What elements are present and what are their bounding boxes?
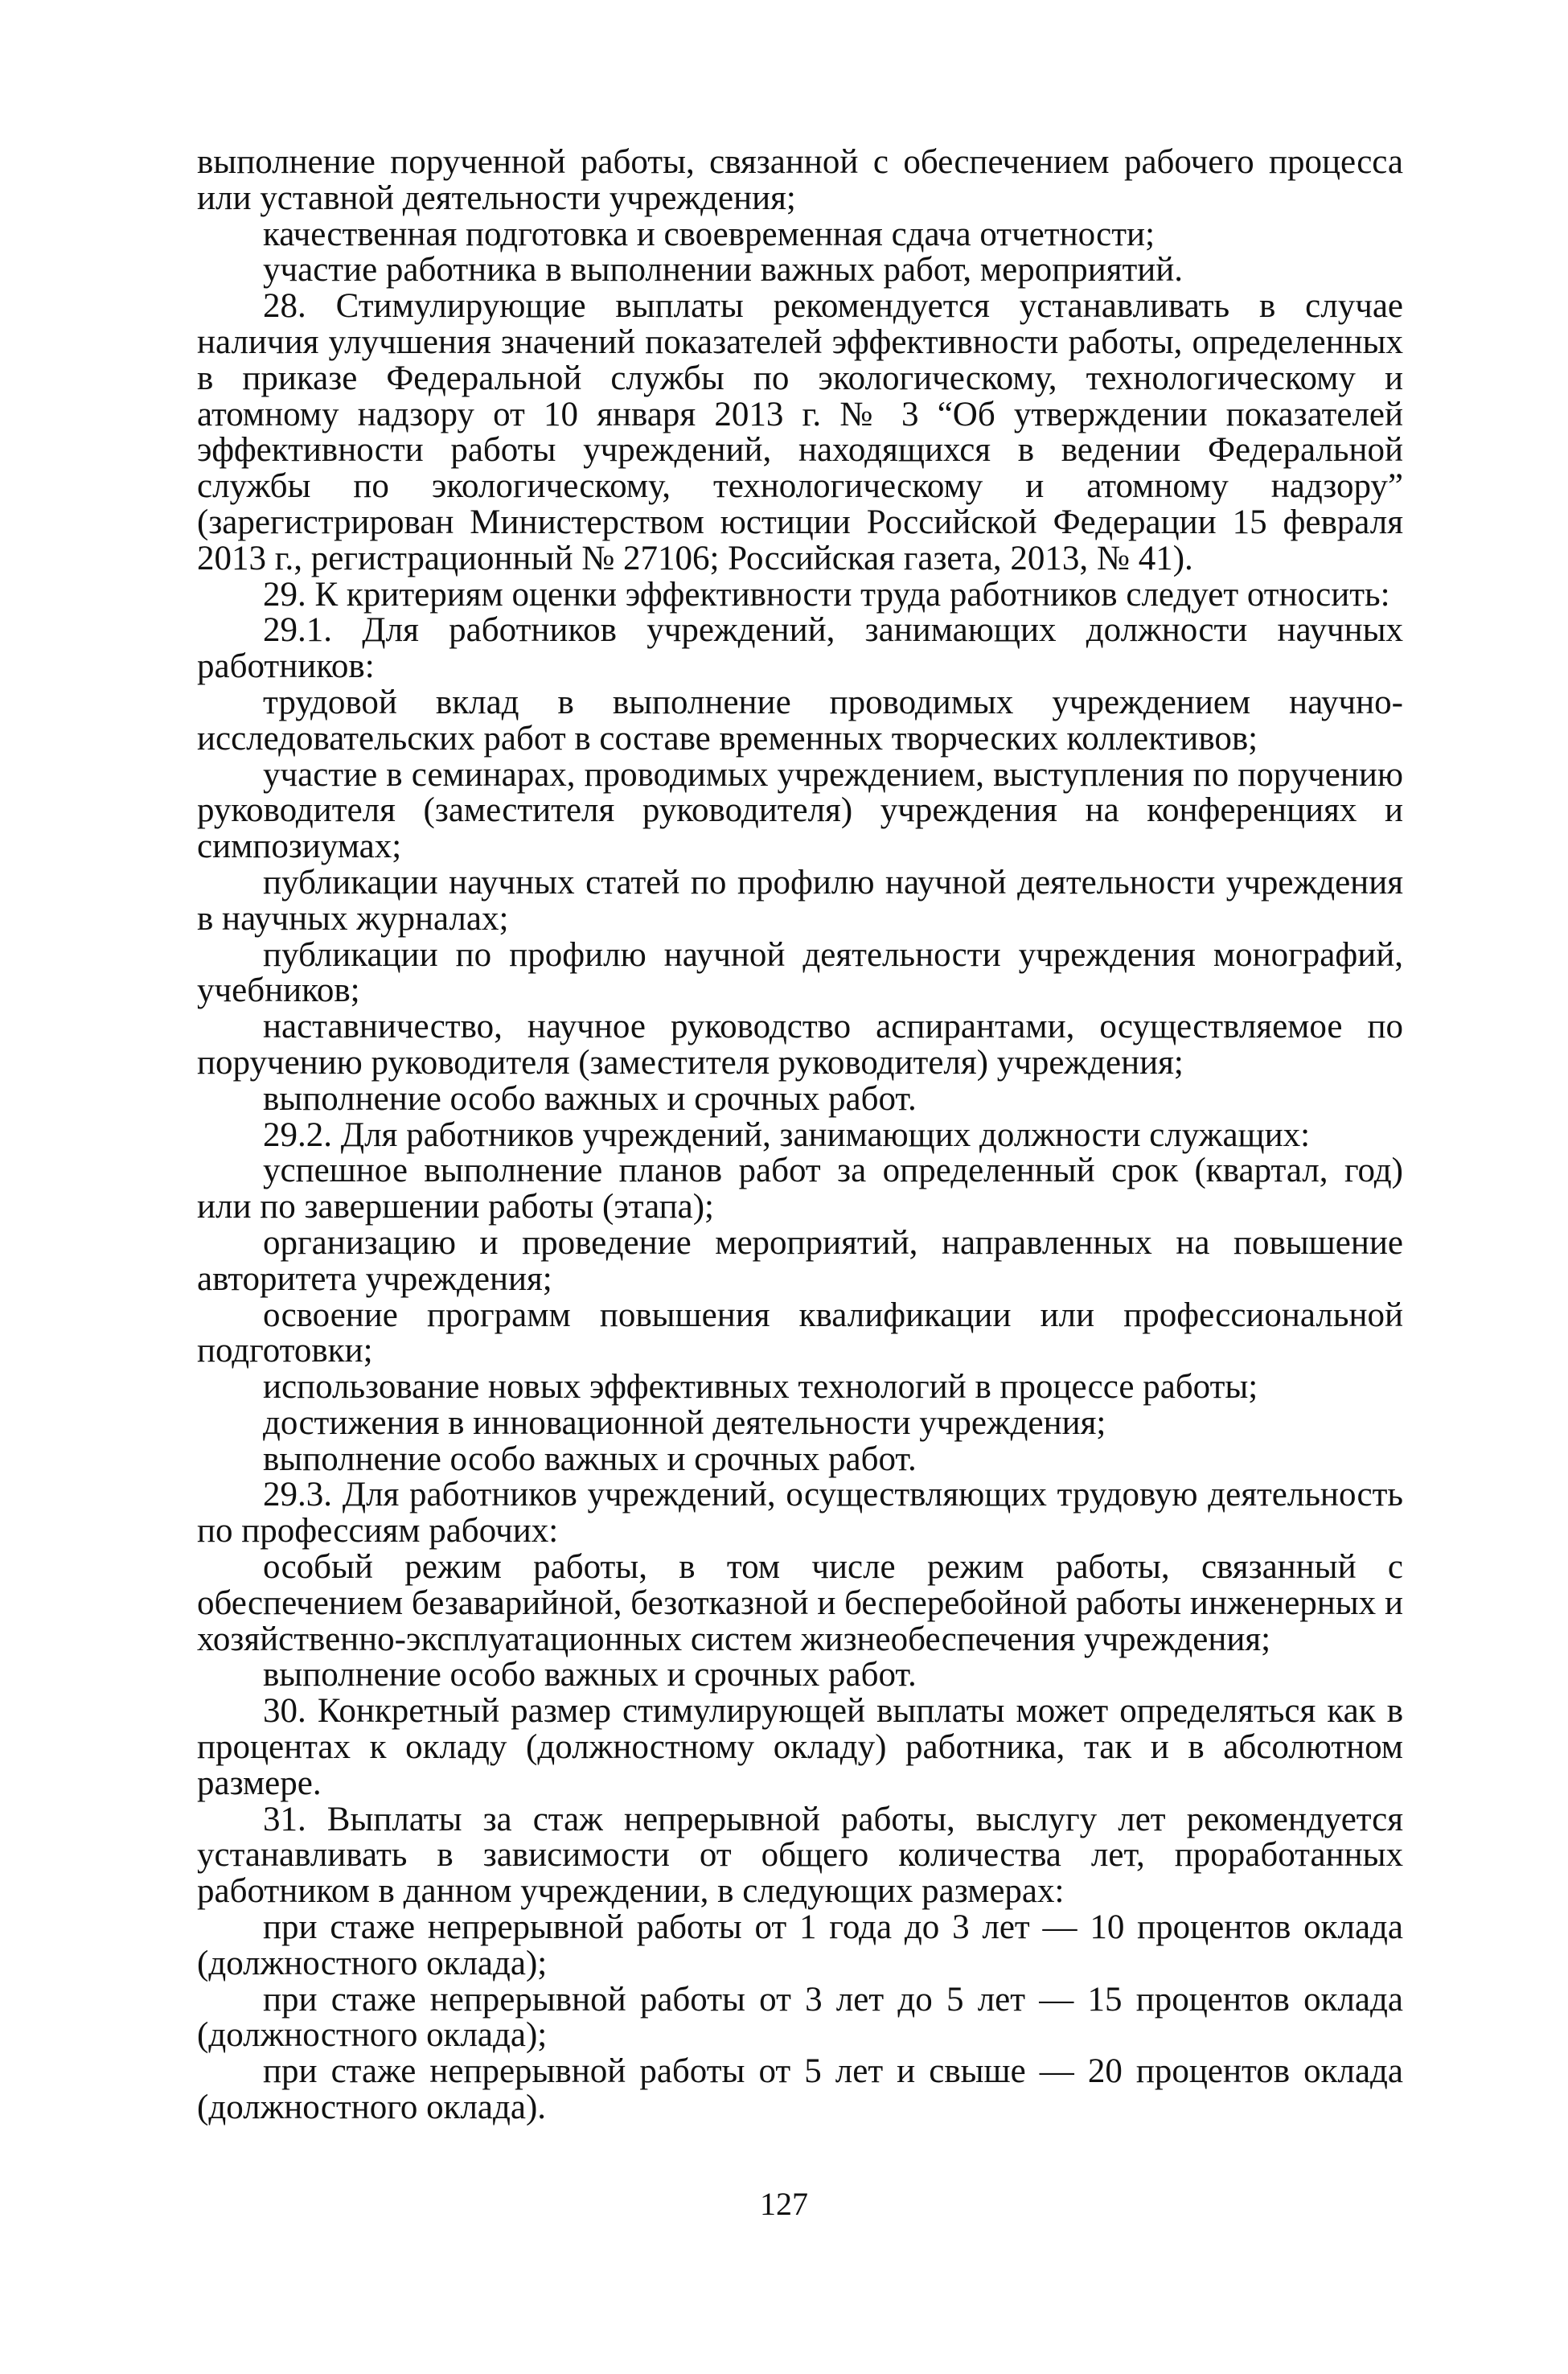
paragraph: трудовой вклад в выполнение проводимых учреждением научно-исследовательских работ в составе временных творческих коллективов;: [197, 683, 1403, 758]
paragraph-item-29-1: 29.1. Для работников учреждений, занимающих должности научных работников:: [197, 611, 1403, 686]
body-text: [197, 145, 1403, 2126]
paragraph: выполнение особо важных и срочных работ.: [263, 1656, 917, 1694]
paragraph: выполнение особо важных и срочных работ.: [263, 1440, 917, 1478]
paragraph-item-31: 31. Выплаты за стаж непрерывной работы, выслугу лет рекомендуется устанавливать в зависимости от общего количества лет, проработанных работником в данном учреждении, в следующих размерах:: [197, 1800, 1403, 1911]
paragraph: при стаже непрерывной работы от 5 лет и свыше — 20 процентов оклада (должностного оклада).: [197, 2052, 1403, 2127]
paragraph: организацию и проведение мероприятий, направленных на повышение авторитета учреждения;: [197, 1223, 1403, 1298]
paragraph: участие работника в выполнении важных работ, мероприятий.: [263, 251, 1184, 290]
paragraph: достижения в инновационной деятельности учреждения;: [263, 1403, 1106, 1442]
paragraph-item-29: 29. К критериям оценки эффективности труда работников следует относить:: [263, 575, 1390, 614]
paragraph: успешное выполнение планов работ за определенный срок (квартал, год) или по завершении работы (этапа);: [197, 1152, 1403, 1226]
paragraph-item-29-2: 29.2. Для работников учреждений, занимающих должности служащих:: [263, 1115, 1311, 1154]
paragraph: при стаже непрерывной работы от 1 года до 3 лет — 10 процентов оклада (должностного оклада);: [197, 1908, 1403, 1982]
paragraph: освоение программ повышения квалификации или профессиональной подготовки;: [197, 1296, 1403, 1370]
page-number: 127: [760, 2186, 808, 2222]
paragraph-item-28: 28. Стимулирующие выплаты рекомендуется устанавливать в случае наличия улучшения значений показателей эффективности работы, определенных в приказе Федеральной службы по экологическому, технологическому и атомному надзору от 10 января 2013 г. № 3 “Об утверждении показателей эффективности работы учреждений, находящихся в ведении Федеральной службы по экологическому, технологическому и атомному надзору” (зарегистрирован Министерством юстиции Российской Федерации 15 февраля 2013 г., регистрационный № 27106; Российская газета, 2013, № 41).: [197, 287, 1403, 577]
paragraph-item-30: 30. Конкретный размер стимулирующей выплаты может определяться как в процентах к окладу (должностному окладу) работника, так и в абсолютном размере.: [197, 1692, 1403, 1802]
paragraph: выполнение особо важных и срочных работ.: [263, 1079, 917, 1118]
paragraph: участие в семинарах, проводимых учреждением, выступления по поручению руководителя (заместителя руководителя) учреждения на конференциях и симпозиумах;: [197, 755, 1403, 866]
paragraph: при стаже непрерывной работы от 3 лет до 5 лет — 15 процентов оклада (должностного оклада);: [197, 1980, 1403, 2055]
paragraph: публикации по профилю научной деятельности учреждения монографий, учебников;: [197, 935, 1403, 1010]
paragraph: особый режим работы, в том числе режим работы, связанный с обеспечением безаварийной, безотказной и бесперебойной работы инженерных и хозяйственно-эксплуатационных систем жизнеобеспечения учреждения;: [197, 1548, 1403, 1658]
paragraph-item-29-3: 29.3. Для работников учреждений, осуществляющих трудовую деятельность по профессиям рабочих:: [197, 1476, 1403, 1550]
paragraph: публикации научных статей по профилю научной деятельности учреждения в научных журналах;: [197, 863, 1403, 938]
paragraph: выполнение порученной работы, связанной с обеспечением рабочего процесса или уставной деятельности учреждения;: [197, 143, 1403, 217]
paragraph: качественная подготовка и своевременная сдача отчетности;: [263, 215, 1155, 253]
paragraph: наставничество, научное руководство аспирантами, осуществляемое по поручению руководителя (заместителя руководителя) учреждения;: [197, 1008, 1403, 1082]
paragraph: использование новых эффективных технологий в процессе работы;: [263, 1368, 1258, 1407]
